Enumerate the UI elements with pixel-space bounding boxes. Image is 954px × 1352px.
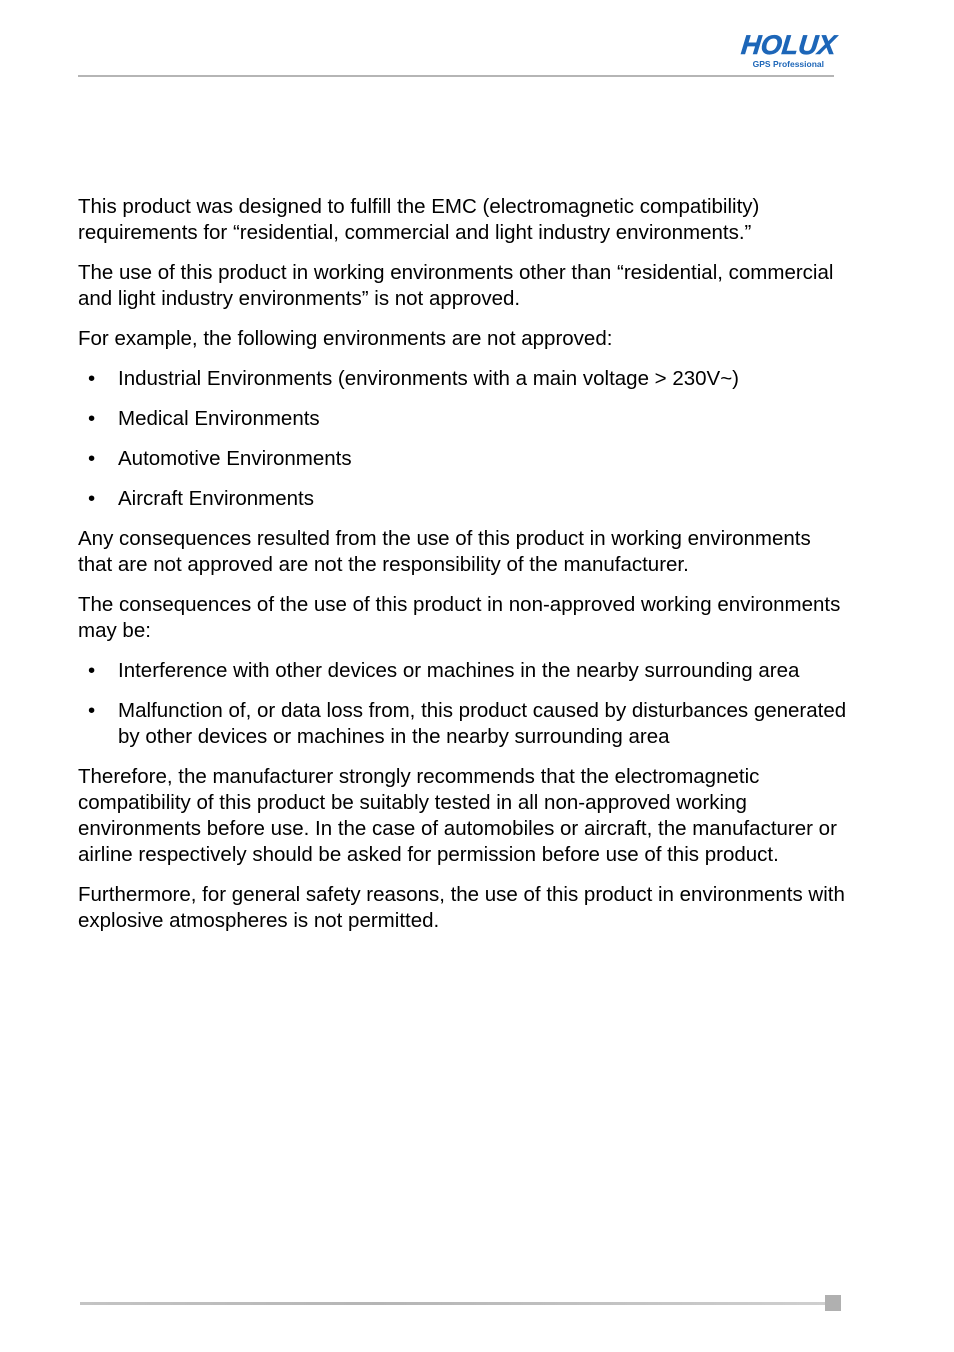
bullet-icon: •: [88, 407, 96, 430]
list-item-text: Automotive Environments: [118, 447, 352, 470]
paragraph-example: For example, the following environments are not approved:: [78, 327, 613, 350]
logo-wordmark: HOLUX: [739, 30, 838, 60]
paragraph-emc-intro: This product was designed to fulfill the EMC (electromagnetic compatibility) requirements for “residential, commercial and light industry environments.”: [78, 195, 760, 244]
paragraph-explosive-atmospheres: Furthermore, for general safety reasons, the use of this product in environments with explosive atmospheres is not permitted.: [78, 883, 845, 932]
header-divider: [78, 75, 834, 77]
list-item: [78, 366, 848, 392]
logo-tagline: GPS Professional: [752, 59, 824, 69]
list-item-text: Interference with other devices or machines in the nearby surrounding area: [118, 659, 800, 682]
paragraph-not-approved: The use of this product in working environments other than “residential, commercial and light industry environments” is not approved.: [78, 261, 834, 310]
list-item: [78, 406, 848, 432]
holux-logo: [726, 30, 836, 69]
not-approved-environments-list: [78, 366, 848, 512]
paragraph-recommendation: Therefore, the manufacturer strongly recommends that the electromagnetic compatibility of this product be suitably tested in all non-approved working environments before use. In the case of automobiles or aircraft, the manufacturer or airline respectively should be asked for permission before use of this product.: [78, 765, 837, 866]
list-item: [78, 446, 848, 472]
document-body: [78, 194, 848, 948]
list-item: [78, 486, 848, 512]
bullet-icon: •: [88, 367, 96, 390]
bullet-icon: •: [88, 487, 96, 510]
paragraph-consequences-intro: The consequences of the use of this product in non-approved working environments may be:: [78, 593, 841, 642]
footer-divider: [80, 1302, 825, 1305]
list-item: [78, 698, 848, 750]
list-item-text: Industrial Environments (environments with a main voltage > 230V~): [118, 367, 740, 390]
list-item-text: Malfunction of, or data loss from, this product caused by disturbances generated by other devices or machines in the nearby surrounding area: [118, 699, 847, 748]
bullet-icon: •: [88, 447, 96, 470]
footer-marker: [825, 1295, 841, 1311]
bullet-icon: •: [88, 659, 96, 682]
paragraph-consequences-responsibility: Any consequences resulted from the use of this product in working environments that are not approved are not the responsibility of the manufacturer.: [78, 527, 811, 576]
list-item-text: Aircraft Environments: [118, 487, 314, 510]
list-item: [78, 658, 848, 684]
consequences-list: [78, 658, 848, 750]
bullet-icon: •: [88, 699, 96, 722]
list-item-text: Medical Environments: [118, 407, 320, 430]
